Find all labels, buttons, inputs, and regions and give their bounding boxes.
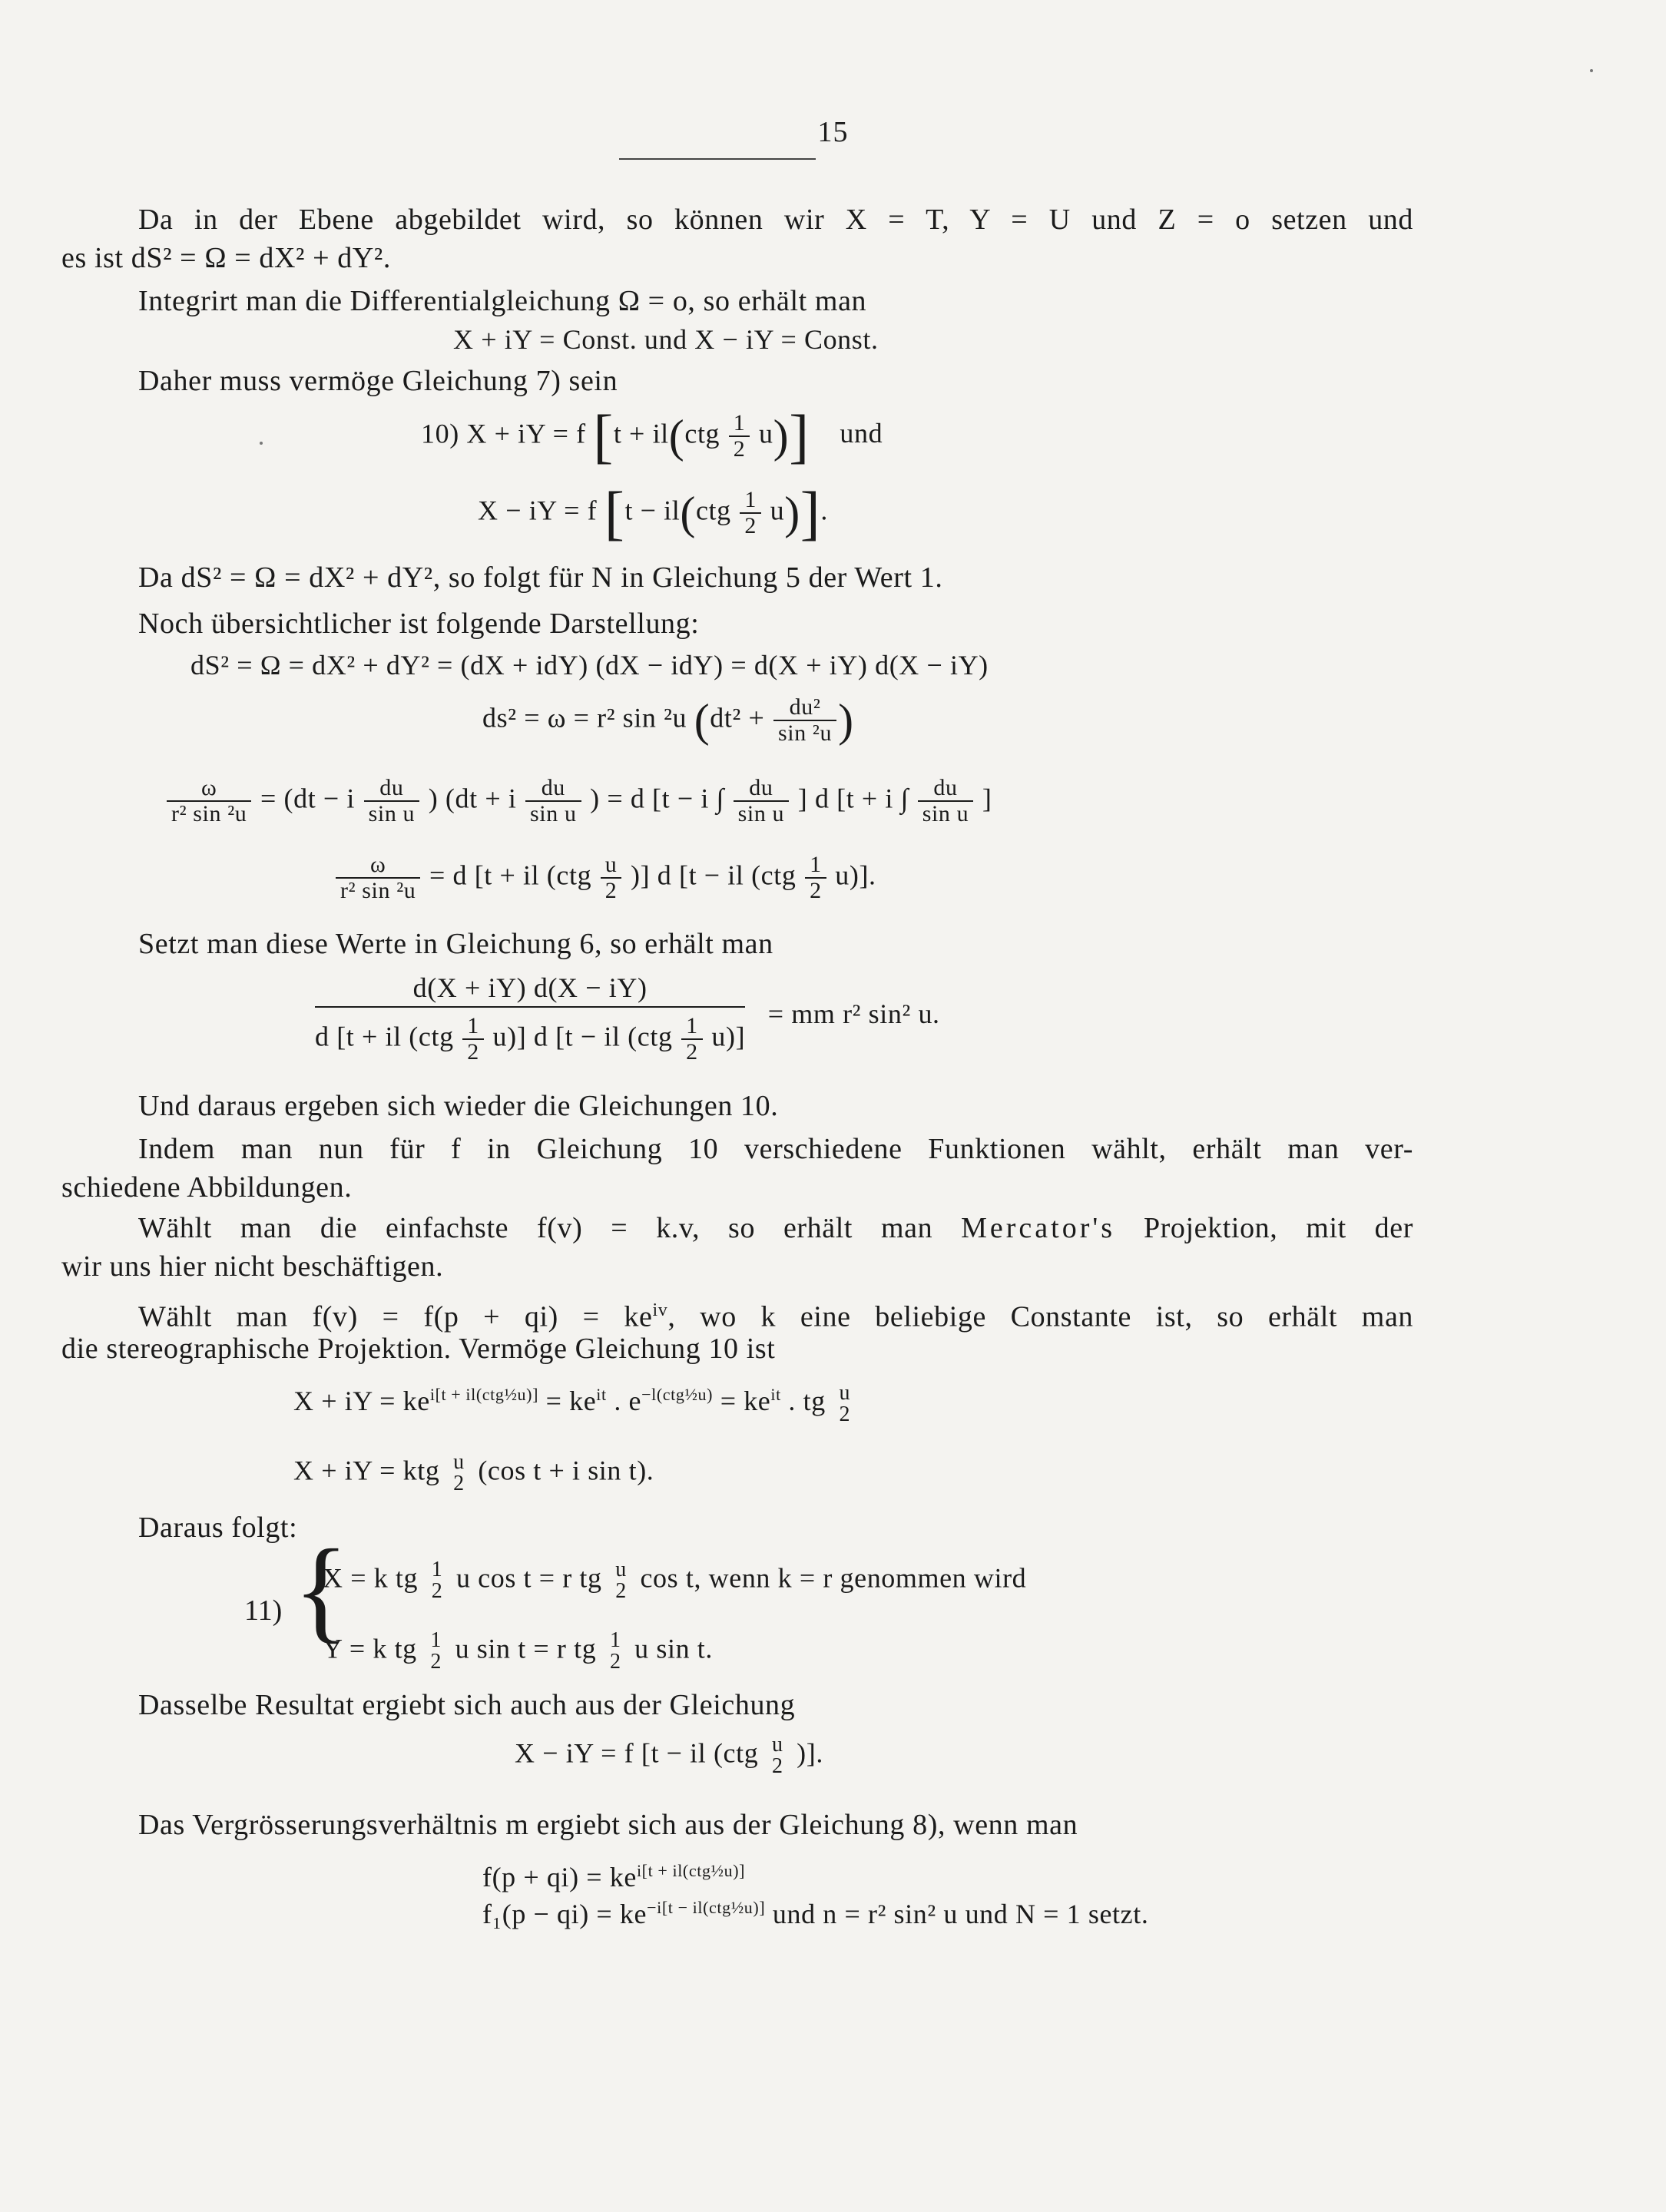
paragraph-line: Setzt man diese Werte in Gleichung 6, so erhält man bbox=[138, 928, 773, 960]
superscript: it bbox=[596, 1385, 607, 1404]
paragraph-line: Da dS² = Ω = dX² + dY², so folgt für N in Gleichung 5 der Wert 1. bbox=[138, 561, 943, 594]
superscript: −l(ctg½u) bbox=[641, 1385, 714, 1404]
fraction-den: 2 bbox=[810, 878, 822, 903]
scan-speck bbox=[1590, 69, 1593, 72]
fraction-num: u bbox=[771, 1733, 783, 1757]
fraction-num: 1 bbox=[681, 1014, 703, 1040]
paragraph-line bbox=[138, 1210, 1413, 1247]
text: Projektion, mit der bbox=[1143, 1212, 1413, 1244]
paren: ) bbox=[773, 411, 790, 462]
fraction-den: 2 bbox=[609, 1650, 621, 1674]
fraction bbox=[315, 969, 745, 1065]
equation-text: f(p + qi) = ke bbox=[482, 1862, 637, 1892]
equation-label: 11) bbox=[244, 1594, 283, 1627]
fraction-num: du bbox=[364, 776, 420, 802]
fraction-num: du bbox=[734, 776, 790, 802]
fraction-den: 2 bbox=[686, 1039, 698, 1065]
bracket: ] bbox=[789, 402, 810, 469]
fraction-den: sin ²u bbox=[778, 720, 833, 746]
equation-text: und n = r² sin² u und N = 1 setzt. bbox=[772, 1899, 1149, 1929]
fraction-den: 2 bbox=[431, 1579, 443, 1603]
paragraph-line: die stereographische Projektion. Vermöge Gleichung 10 ist bbox=[61, 1333, 776, 1365]
fraction bbox=[729, 411, 750, 462]
equation-stereo-2 bbox=[293, 1452, 654, 1495]
fraction-num: 1 bbox=[729, 411, 750, 437]
page-number-rule bbox=[619, 158, 816, 160]
fraction-den: 2 bbox=[839, 1402, 851, 1426]
fraction bbox=[364, 776, 420, 826]
fraction bbox=[767, 1734, 788, 1777]
equation-11b bbox=[323, 1630, 713, 1673]
fraction bbox=[426, 1630, 446, 1673]
text: , wo k eine beliebige Constante ist, so erhält man bbox=[667, 1300, 1414, 1333]
paragraph-line: Daraus folgt: bbox=[138, 1512, 298, 1544]
fraction bbox=[601, 853, 622, 903]
equation-omega-1 bbox=[165, 776, 992, 826]
fraction bbox=[805, 853, 826, 903]
fraction bbox=[449, 1452, 469, 1495]
equation-text: X − iY = f [t − il (ctg bbox=[515, 1737, 759, 1769]
equation-text: u)] d [t − il (ctg bbox=[492, 1021, 673, 1052]
equation-text: X + iY = ktg bbox=[293, 1455, 440, 1486]
superscript: −i[t − il(ctg½u)] bbox=[647, 1898, 766, 1917]
equation-last bbox=[515, 1734, 823, 1777]
paragraph-line: schiedene Abbildungen. bbox=[61, 1171, 353, 1204]
equation-text: u sin t. bbox=[634, 1633, 713, 1664]
equation: X + iY = Const. und X − iY = Const. bbox=[453, 324, 879, 355]
text: Wählt man die einfachste f(v) = k.v, so erhält man bbox=[138, 1212, 933, 1244]
equation-big-fraction bbox=[315, 969, 940, 1065]
equation-10b: X − iY = f [t − il(ctg $\frac{1}{2}$ u)]. bbox=[478, 479, 828, 546]
bracket: ] bbox=[800, 479, 821, 546]
fraction-den: 2 bbox=[453, 1472, 465, 1495]
page-number: 15 bbox=[817, 116, 849, 148]
fraction-num: u bbox=[453, 1450, 465, 1474]
fraction-num: 1 bbox=[740, 488, 761, 514]
equation-text: ) = d [t − i ∫ bbox=[590, 783, 725, 814]
superscript: i[t + il(ctg½u)] bbox=[636, 1861, 746, 1880]
fraction-den: sin u bbox=[922, 801, 969, 826]
equation-text: dt² + bbox=[710, 702, 765, 733]
equation-text: X = k tg bbox=[323, 1562, 419, 1594]
fraction-den: sin u bbox=[368, 801, 416, 826]
fraction bbox=[918, 776, 974, 826]
paragraph-line: es ist dS² = Ω = dX² + dY². bbox=[61, 242, 391, 274]
equation-text: u)]. bbox=[835, 859, 876, 891]
equation-text: = ke bbox=[720, 1386, 771, 1416]
paren: ( bbox=[668, 411, 685, 462]
paragraph-line: Da in der Ebene abgebildet wird, so können wir X = T, Y = U und Z = o setzen und bbox=[138, 204, 1413, 236]
equation-f2 bbox=[482, 1889, 1148, 1932]
fraction bbox=[462, 1014, 484, 1065]
paren: ( bbox=[680, 488, 696, 538]
fraction bbox=[605, 1630, 626, 1673]
equation-text: u cos t = r tg bbox=[455, 1562, 602, 1594]
paragraph-line: Daher muss vermöge Gleichung 7) sein bbox=[138, 365, 618, 397]
fraction-num: du bbox=[918, 776, 974, 802]
fraction-den: 2 bbox=[467, 1039, 479, 1065]
equation-text: Y = k tg bbox=[323, 1633, 417, 1664]
text: Mercator's bbox=[961, 1212, 1116, 1244]
equation-text: d [t + il (ctg bbox=[315, 1021, 454, 1052]
equation-text: t − il bbox=[624, 495, 681, 526]
fraction-den: 2 bbox=[771, 1754, 783, 1778]
bracket: [ bbox=[604, 479, 625, 546]
fraction-den: sin u bbox=[530, 801, 577, 826]
fraction-num: 1 bbox=[431, 1558, 443, 1581]
fraction-num: u bbox=[601, 853, 622, 879]
fraction-num: du² bbox=[773, 695, 836, 721]
fraction-num: u bbox=[615, 1558, 627, 1581]
superscript: iv bbox=[652, 1300, 668, 1320]
paren: ) bbox=[784, 488, 800, 538]
fraction-num: ω bbox=[336, 853, 420, 879]
equation-text: cos t, wenn k = r genommen wird bbox=[640, 1562, 1027, 1594]
fraction-num: 1 bbox=[430, 1628, 442, 1652]
fraction-num: d(X + iY) d(X − iY) bbox=[315, 969, 745, 1008]
fraction bbox=[681, 1014, 703, 1065]
fraction-den: r² sin ²u bbox=[340, 878, 416, 903]
equation-text: X + iY = ke bbox=[293, 1386, 430, 1416]
equation-text: )]. bbox=[797, 1737, 823, 1769]
equation-text: u sin t = r tg bbox=[455, 1633, 597, 1664]
equation-text: ds² = ω = r² sin ²u bbox=[482, 702, 687, 733]
paragraph-line bbox=[138, 1292, 1413, 1336]
fraction-den: sin u bbox=[737, 801, 785, 826]
fraction bbox=[834, 1382, 855, 1426]
fraction-num: 1 bbox=[609, 1628, 621, 1652]
equation-ds2 bbox=[482, 695, 854, 746]
fraction bbox=[167, 776, 251, 826]
equation-text: u bbox=[770, 495, 785, 526]
paragraph-line: Integrirt man die Differentialgleichung Ω = o, so erhält man bbox=[138, 285, 867, 317]
fraction-num: 1 bbox=[805, 853, 826, 879]
paren: ) bbox=[838, 695, 854, 746]
equation-text: . e bbox=[614, 1386, 642, 1416]
equation-text: X + iY = f bbox=[466, 418, 586, 449]
fraction-num: du bbox=[525, 776, 581, 802]
equation-omega-2 bbox=[334, 853, 876, 903]
text: Wählt man f(v) = f(p + qi) = ke bbox=[138, 1300, 653, 1333]
equation-text: = mm r² sin² u. bbox=[767, 998, 940, 1030]
fraction-den: 2 bbox=[604, 878, 618, 903]
equation-text: ) (dt + i bbox=[428, 783, 517, 814]
fraction-den: 2 bbox=[733, 436, 746, 462]
equation-text: = (dt − i bbox=[260, 783, 355, 814]
equation-text: t + il bbox=[613, 418, 669, 449]
paragraph-line: Indem man nun für f in Gleichung 10 verschiedene Funktionen wählt, erhält man ver- bbox=[138, 1133, 1413, 1165]
equation-text: u)] bbox=[711, 1021, 746, 1052]
fraction bbox=[525, 776, 581, 826]
fraction-den: 2 bbox=[744, 513, 757, 538]
fraction bbox=[611, 1559, 631, 1602]
equation-text: . tg bbox=[788, 1386, 826, 1416]
equation-10a bbox=[421, 402, 883, 469]
fraction-num: u bbox=[839, 1380, 851, 1405]
equation-text: ] bbox=[982, 783, 992, 814]
paragraph-line: Noch übersichtlicher ist folgende Darstellung: bbox=[138, 608, 700, 640]
fraction bbox=[734, 776, 790, 826]
equation-text: ] d [t + i ∫ bbox=[797, 783, 909, 814]
superscript: i[t + il(ctg½u)] bbox=[429, 1385, 538, 1404]
equation-text: X − iY = f bbox=[478, 495, 598, 526]
bracket: [ bbox=[593, 402, 614, 469]
equation: dS² = Ω = dX² + dY² = (dX + idY) (dX − idY) = d(X + iY) d(X − iY) bbox=[190, 650, 989, 680]
equation-text: ctg bbox=[695, 495, 731, 526]
equation-stereo-1 bbox=[293, 1376, 856, 1426]
equation-text: ctg bbox=[684, 418, 720, 449]
equation-label: 10) bbox=[421, 418, 459, 449]
scan-speck bbox=[260, 442, 263, 445]
equation-text: = d [t + il (ctg bbox=[429, 859, 592, 891]
paragraph-line: Dasselbe Resultat ergiebt sich auch aus der Gleichung bbox=[138, 1689, 796, 1721]
fraction-num: 1 bbox=[462, 1014, 484, 1040]
equation-text: )] d [t − il (ctg bbox=[631, 859, 797, 891]
paren: ( bbox=[694, 695, 710, 746]
fraction-num: ω bbox=[167, 776, 251, 802]
fraction bbox=[336, 853, 420, 903]
brace: { bbox=[293, 1526, 349, 1654]
fraction bbox=[773, 695, 836, 746]
paragraph-line: wir uns hier nicht beschäftigen. bbox=[61, 1250, 444, 1283]
paragraph-line: Und daraus ergeben sich wieder die Gleichungen 10. bbox=[138, 1090, 779, 1122]
fraction-den: 2 bbox=[430, 1650, 442, 1674]
equation-text: = ke bbox=[545, 1386, 597, 1416]
equation-11a bbox=[323, 1559, 1026, 1602]
equation-text: und bbox=[840, 418, 883, 449]
fraction-den: r² sin ²u bbox=[171, 801, 247, 826]
equation-text: f₁(p − qi) = ke bbox=[482, 1899, 648, 1929]
superscript: it bbox=[770, 1385, 781, 1404]
fraction-den: 2 bbox=[615, 1579, 627, 1603]
equation-text: u bbox=[758, 418, 773, 449]
paragraph-line: Das Vergrösserungsverhältnis m ergiebt sich aus der Gleichung 8), wenn man bbox=[138, 1809, 1078, 1841]
fraction-den bbox=[315, 1008, 745, 1065]
fraction bbox=[427, 1559, 448, 1602]
fraction bbox=[740, 488, 761, 538]
equation-text: (cos t + i sin t). bbox=[478, 1455, 654, 1486]
